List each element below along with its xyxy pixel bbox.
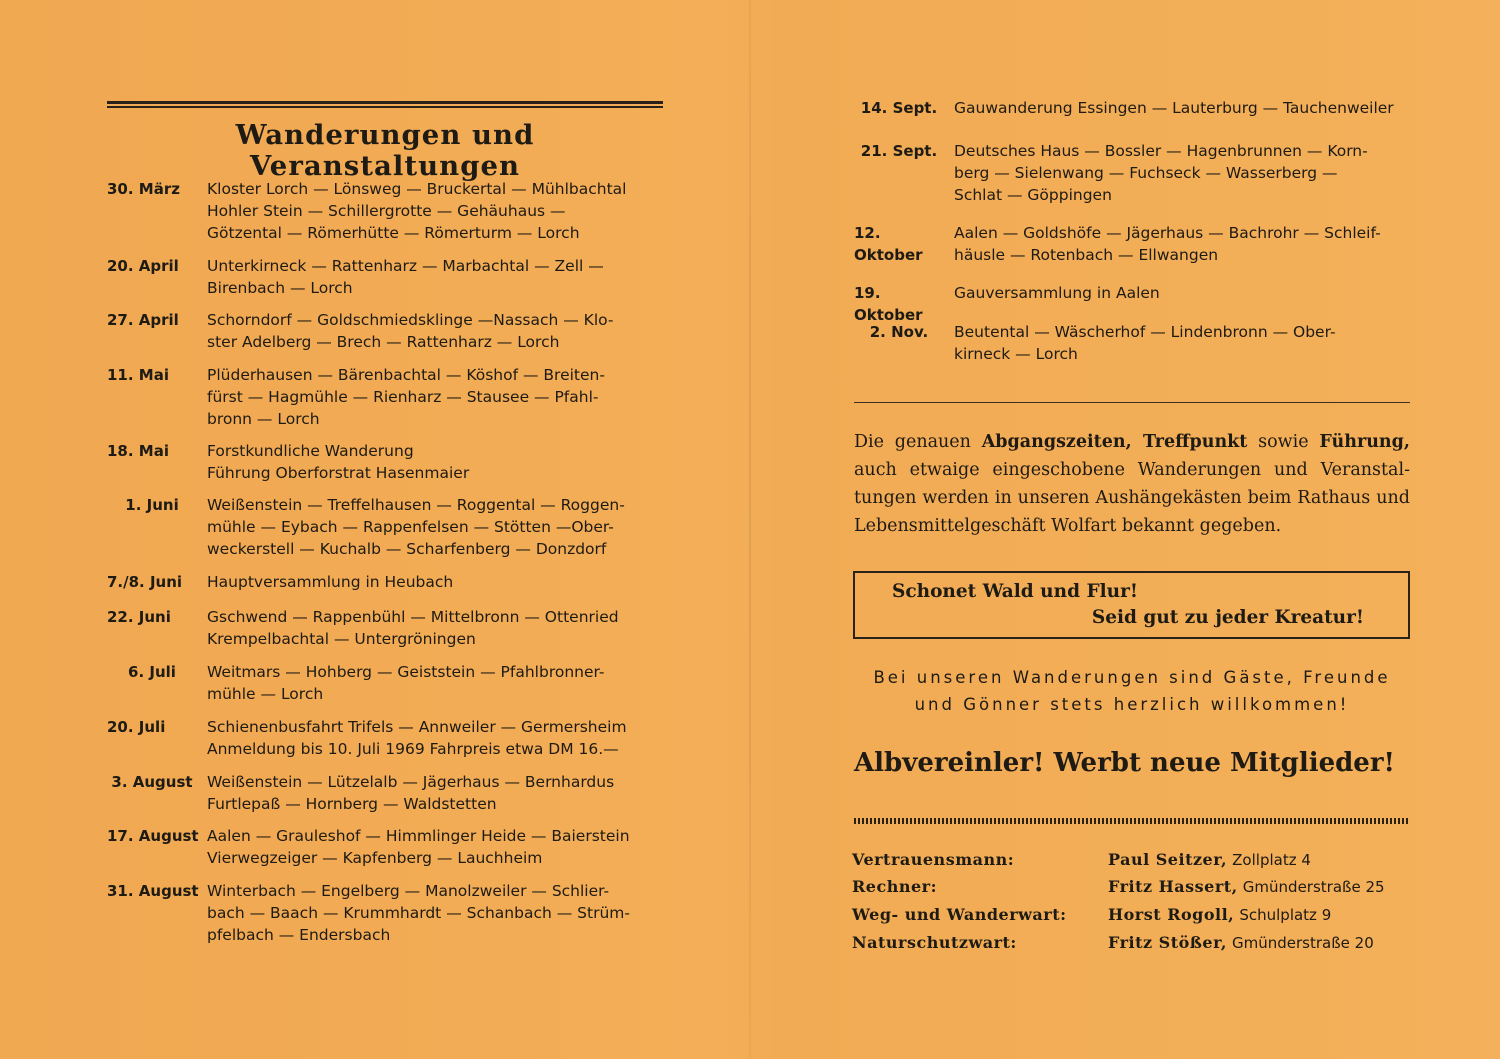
route-line: Unterkirneck — Rattenharz — Marbachtal — Zell — [207, 257, 604, 275]
route-line: Plüderhausen — Bärenbachtal — Köshof — Breiten- [207, 366, 605, 384]
entry-route [207, 771, 663, 815]
route-line: Weißenstein — Lützelalb — Jägerhaus — Bernhardus [207, 773, 615, 791]
officer-person [1108, 850, 1311, 869]
entry-date: 22. Juni [107, 608, 171, 626]
entry-date: 3. August [111, 773, 193, 791]
officer-name: Fritz Stößer, [1108, 933, 1227, 952]
entry-date: 6. Juli [128, 663, 176, 681]
entry-date: 20. Juli [107, 718, 166, 736]
info-text: sowie [1247, 432, 1320, 452]
route-line: Schlat — Göppingen [954, 186, 1112, 204]
officer-person [1108, 905, 1331, 924]
info-text: auch etwaige eingeschobene Wanderungen und Veranstal- tungen werden in unseren Aushängekästen beim Rathaus und Lebensmittelgeschäft Wolfart bekannt gegeben. [854, 460, 1410, 536]
route-line: fürst — Hagmühle — Rienharz — Stausee — Pfahl- [207, 388, 599, 406]
route-line: Aalen — Grauleshof — Himmlinger Heide — Baierstein [207, 827, 630, 845]
route-line: Krempelbachtal — Untergröningen [207, 630, 476, 648]
route-line: Kloster Lorch — Lönsweg — Bruckertal — Mühlbachtal [207, 180, 627, 198]
entry-route [207, 309, 663, 353]
route-line: mühle — Eybach — Rappenfelsen — Stötten —Ober- [207, 518, 614, 536]
entry-date: 18. Mai [107, 442, 169, 460]
route-line: häusle — Rotenbach — Ellwangen [954, 246, 1219, 264]
route-line: Gauversammlung in Aalen [954, 284, 1160, 302]
entry-route [954, 97, 1410, 119]
officer-row [852, 905, 1412, 932]
officer-role: Rechner: [852, 877, 937, 896]
route-line: Beutental — Wäscherhof — Lindenbronn — Ober- [954, 323, 1336, 341]
route-line: Gschwend — Rappenbühl — Mittelbronn — Ottenried [207, 608, 619, 626]
guests-line: und Gönner stets herzlich willkommen! [914, 695, 1350, 714]
entry-date: 14. Sept. [860, 99, 938, 117]
officer-person [1108, 877, 1385, 896]
entry-date: 7./8. Juni [107, 573, 183, 591]
route-line: Götzental — Römerhütte — Römerturm — Lorch [207, 224, 580, 242]
route-line: Birenbach — Lorch [207, 279, 353, 297]
route-line: Vierwegzeiger — Kapfenberg — Lauchheim [207, 849, 543, 867]
entry-route [207, 716, 663, 760]
route-line: mühle — Lorch [207, 685, 324, 703]
entry-route [207, 178, 663, 244]
entry-route [207, 606, 663, 650]
route-line: Schorndorf — Goldschmiedsklinge —Nassach — Klo- [207, 311, 614, 329]
entry-route [207, 440, 663, 484]
entry-route [954, 282, 1410, 304]
route-line: pfelbach — Endersbach [207, 926, 391, 944]
entry-date: 11. Mai [107, 366, 169, 384]
route-line: Forstkundliche Wanderung [207, 442, 414, 460]
membership-slogan: Albvereinler! Werbt neue Mitglieder! [854, 748, 1395, 778]
route-line: Hauptversammlung in Heubach [207, 573, 454, 591]
entry-date: 1. Juni [125, 496, 179, 514]
info-emphasis: Abgangszeiten, Treffpunkt [981, 432, 1248, 452]
route-line: berg — Sielenwang — Fuchseck — Wasserberg — [954, 164, 1338, 182]
route-line: Weitmars — Hohberg — Geiststein — Pfahlbronner- [207, 663, 605, 681]
guests-welcome [854, 664, 1410, 718]
officer-address: Gmünderstraße 20 [1232, 934, 1374, 952]
officer-address: Zollplatz 4 [1232, 851, 1311, 869]
route-line: Führung Oberforstrat Hasenmaier [207, 464, 470, 482]
entry-date: 30. März [107, 180, 180, 198]
route-line: Gauwanderung Essingen — Lauterburg — Tauchenweiler [954, 99, 1394, 117]
officer-row [852, 933, 1412, 960]
officer-role: Vertrauensmann: [852, 850, 1015, 869]
officer-row [852, 850, 1412, 877]
route-line: Hohler Stein — Schillergrotte — Gehäuhaus — [207, 202, 566, 220]
route-line: bach — Baach — Krummhardt — Schanbach — Strüm- [207, 904, 630, 922]
officer-name: Paul Seitzer, [1108, 850, 1228, 869]
route-line: Deutsches Haus — Bossler — Hagenbrunnen — Korn- [954, 142, 1368, 160]
entry-route [207, 661, 663, 705]
route-line: weckerstell — Kuchalb — Scharfenberg — Donzdorf [207, 540, 607, 558]
center-fold [749, 0, 751, 1059]
entry-date: 2. Nov. [869, 323, 929, 341]
page-title: Wanderungen und Veranstaltungen [235, 120, 535, 182]
route-line: Aalen — Goldshöfe — Jägerhaus — Bachrohr — Schleif- [954, 224, 1381, 242]
info-emphasis: Führung, [1319, 432, 1410, 452]
info-text: Die genauen [854, 432, 982, 452]
route-line: kirneck — Lorch [954, 345, 1078, 363]
entry-route [207, 255, 663, 299]
motto-line: Seid gut zu jeder Kreatur! [1091, 607, 1364, 628]
entry-date: 19. Oktober [854, 284, 923, 324]
entry-route [954, 140, 1410, 206]
route-line: Winterbach — Engelberg — Manolzweiler — Schlier- [207, 882, 610, 900]
entry-date: 31. August [107, 882, 199, 900]
route-line: ster Adelberg — Brech — Rattenharz — Lorch [207, 333, 560, 351]
entry-route [954, 222, 1410, 266]
officer-address: Schulplatz 9 [1239, 906, 1332, 924]
title-double-rule [107, 101, 663, 108]
entry-route [207, 880, 663, 946]
entry-route [207, 825, 663, 869]
entry-route [207, 571, 663, 593]
entry-route [954, 321, 1410, 365]
route-line: Schienenbusfahrt Trifels — Annweiler — Germersheim [207, 718, 627, 736]
officer-name: Fritz Hassert, [1108, 877, 1238, 896]
officer-row [852, 877, 1412, 904]
officer-address: Gmünderstraße 25 [1242, 878, 1385, 896]
guests-line: Bei unseren Wanderungen sind Gäste, Freunde [873, 668, 1391, 687]
route-line: bronn — Lorch [207, 410, 320, 428]
dotted-divider [854, 818, 1410, 824]
entry-date: 12. Oktober [854, 224, 923, 264]
motto-line: Schonet Wald und Flur! [892, 581, 1138, 602]
route-line: Anmeldung bis 10. Juli 1969 Fahrpreis etwa DM 16.— [207, 740, 619, 758]
officer-name: Horst Rogoll, [1108, 905, 1235, 924]
officer-person [1108, 933, 1374, 952]
info-paragraph [854, 428, 1410, 540]
entry-date: 27. April [107, 311, 179, 329]
section-divider [854, 402, 1410, 403]
entry-route [207, 494, 663, 560]
officer-role: Weg- und Wanderwart: [852, 905, 1067, 924]
route-line: Furtlepaß — Hornberg — Waldstetten [207, 795, 497, 813]
entry-date: 21. Sept. [860, 142, 938, 160]
entry-date: 20. April [107, 257, 179, 275]
route-line: Weißenstein — Treffelhausen — Roggental — Roggen- [207, 496, 625, 514]
entry-date: 17. August [107, 827, 199, 845]
motto-box [853, 571, 1410, 639]
officer-role: Naturschutzwart: [852, 933, 1017, 952]
entry-route [207, 364, 663, 430]
